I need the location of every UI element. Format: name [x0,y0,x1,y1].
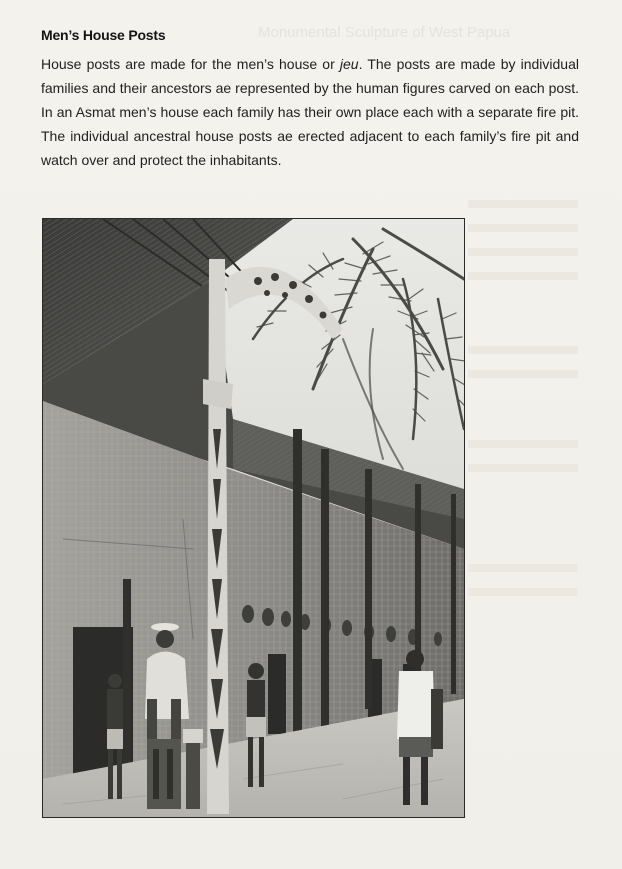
paragraph-lead: House posts are made for the men’s house or [41,56,340,72]
bleed-through-line [468,440,578,448]
bleed-through-line [468,224,578,232]
paragraph-term: jeu [339,56,359,72]
body-paragraph [41,52,579,172]
bleed-through-line [468,370,578,378]
mens-house-photo [42,218,465,818]
section-heading: Men’s House Posts [41,27,166,43]
paragraph-rest: . The posts are made by individual families and their ancestors ae represented by the human figures carved on each post. In an Asmat men’s house each family has their own place each with a separate fire pit. The individual ancestral house posts ae erected adjacent to each family’s fire pit and watch over and protect the inhabitants. [41,56,579,168]
bleed-through-line [468,464,578,472]
bleed-through-line [468,272,578,280]
carved-object [183,729,203,809]
bleed-through-line [468,346,578,354]
bleed-through-title: Monumental Sculpture of West Papua [258,24,511,41]
bleed-through-line [468,564,578,572]
photo-illustration [43,219,464,817]
bleed-through-line [468,248,578,256]
bleed-through-line [468,200,578,208]
bleed-through-line [468,588,578,596]
